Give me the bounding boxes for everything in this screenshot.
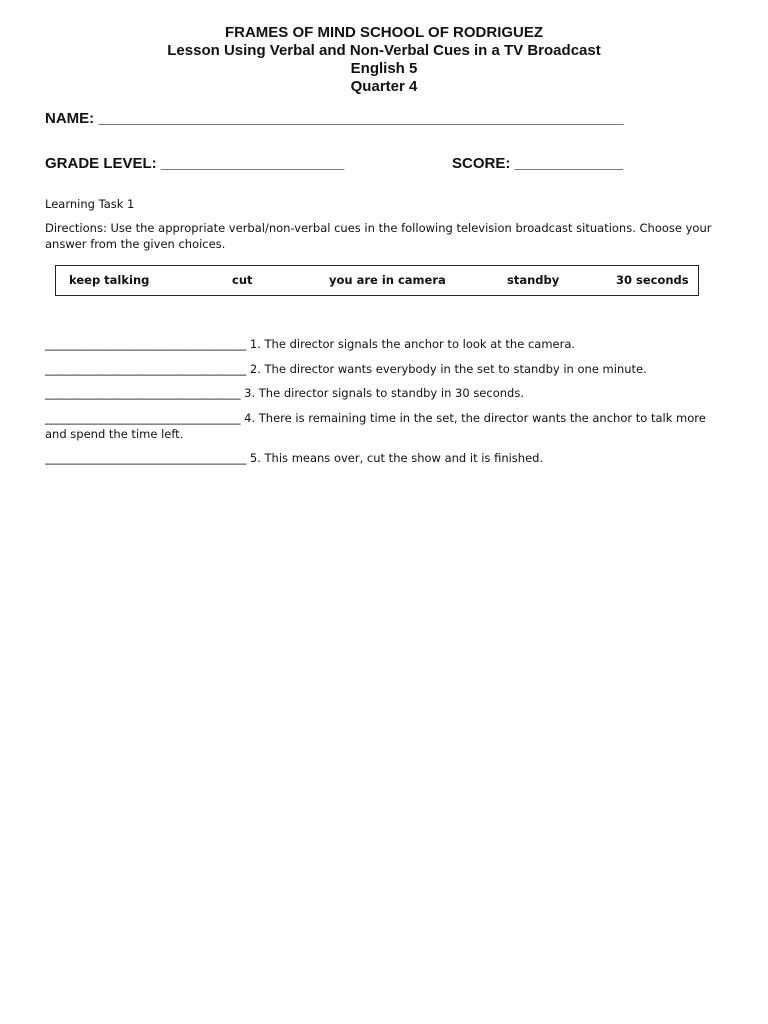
choice-standby: standby — [507, 273, 560, 287]
lesson-title: Lesson Using Verbal and Non-Verbal Cues in a TV Broadcast — [167, 42, 601, 59]
choice-cut: cut — [232, 273, 253, 287]
grade-level-field: GRADE LEVEL: ______________________ — [45, 155, 345, 172]
quarter: Quarter 4 — [350, 78, 418, 95]
directions: Directions: Use the appropriate verbal/non-verbal cues in the following television broadcast situations. Choose your answer from the given choices. — [45, 221, 712, 251]
choice-keep-talking: keep talking — [69, 273, 150, 287]
question-item-4: __________________________________ 4. There is remaining time in the set, the director wants the anchor to talk more and spend the time left. — [45, 411, 706, 441]
choice-you-are-in-camera: you are in camera — [329, 273, 446, 287]
question-item-2: ___________________________________ 2. The director wants everybody in the set to standby in one minute. — [45, 362, 647, 376]
question-item-3: __________________________________ 3. The director signals to standby in 30 seconds. — [45, 386, 524, 400]
score-field: SCORE: _____________ — [452, 155, 623, 172]
name-field: NAME: _______________________________________________________________ — [45, 110, 624, 127]
school-name: FRAMES OF MIND SCHOOL OF RODRIGUEZ — [224, 24, 544, 41]
task-title: Learning Task 1 — [45, 197, 135, 211]
choice-30-seconds: 30 seconds — [616, 273, 689, 287]
question-item-5: ___________________________________ 5. This means over, cut the show and it is finished. — [45, 451, 544, 465]
subject: English 5 — [350, 60, 418, 77]
worksheet-header — [0, 24, 768, 96]
choices-box — [55, 265, 699, 296]
question-item-1: ___________________________________ 1. The director signals the anchor to look at the camera. — [45, 337, 576, 351]
